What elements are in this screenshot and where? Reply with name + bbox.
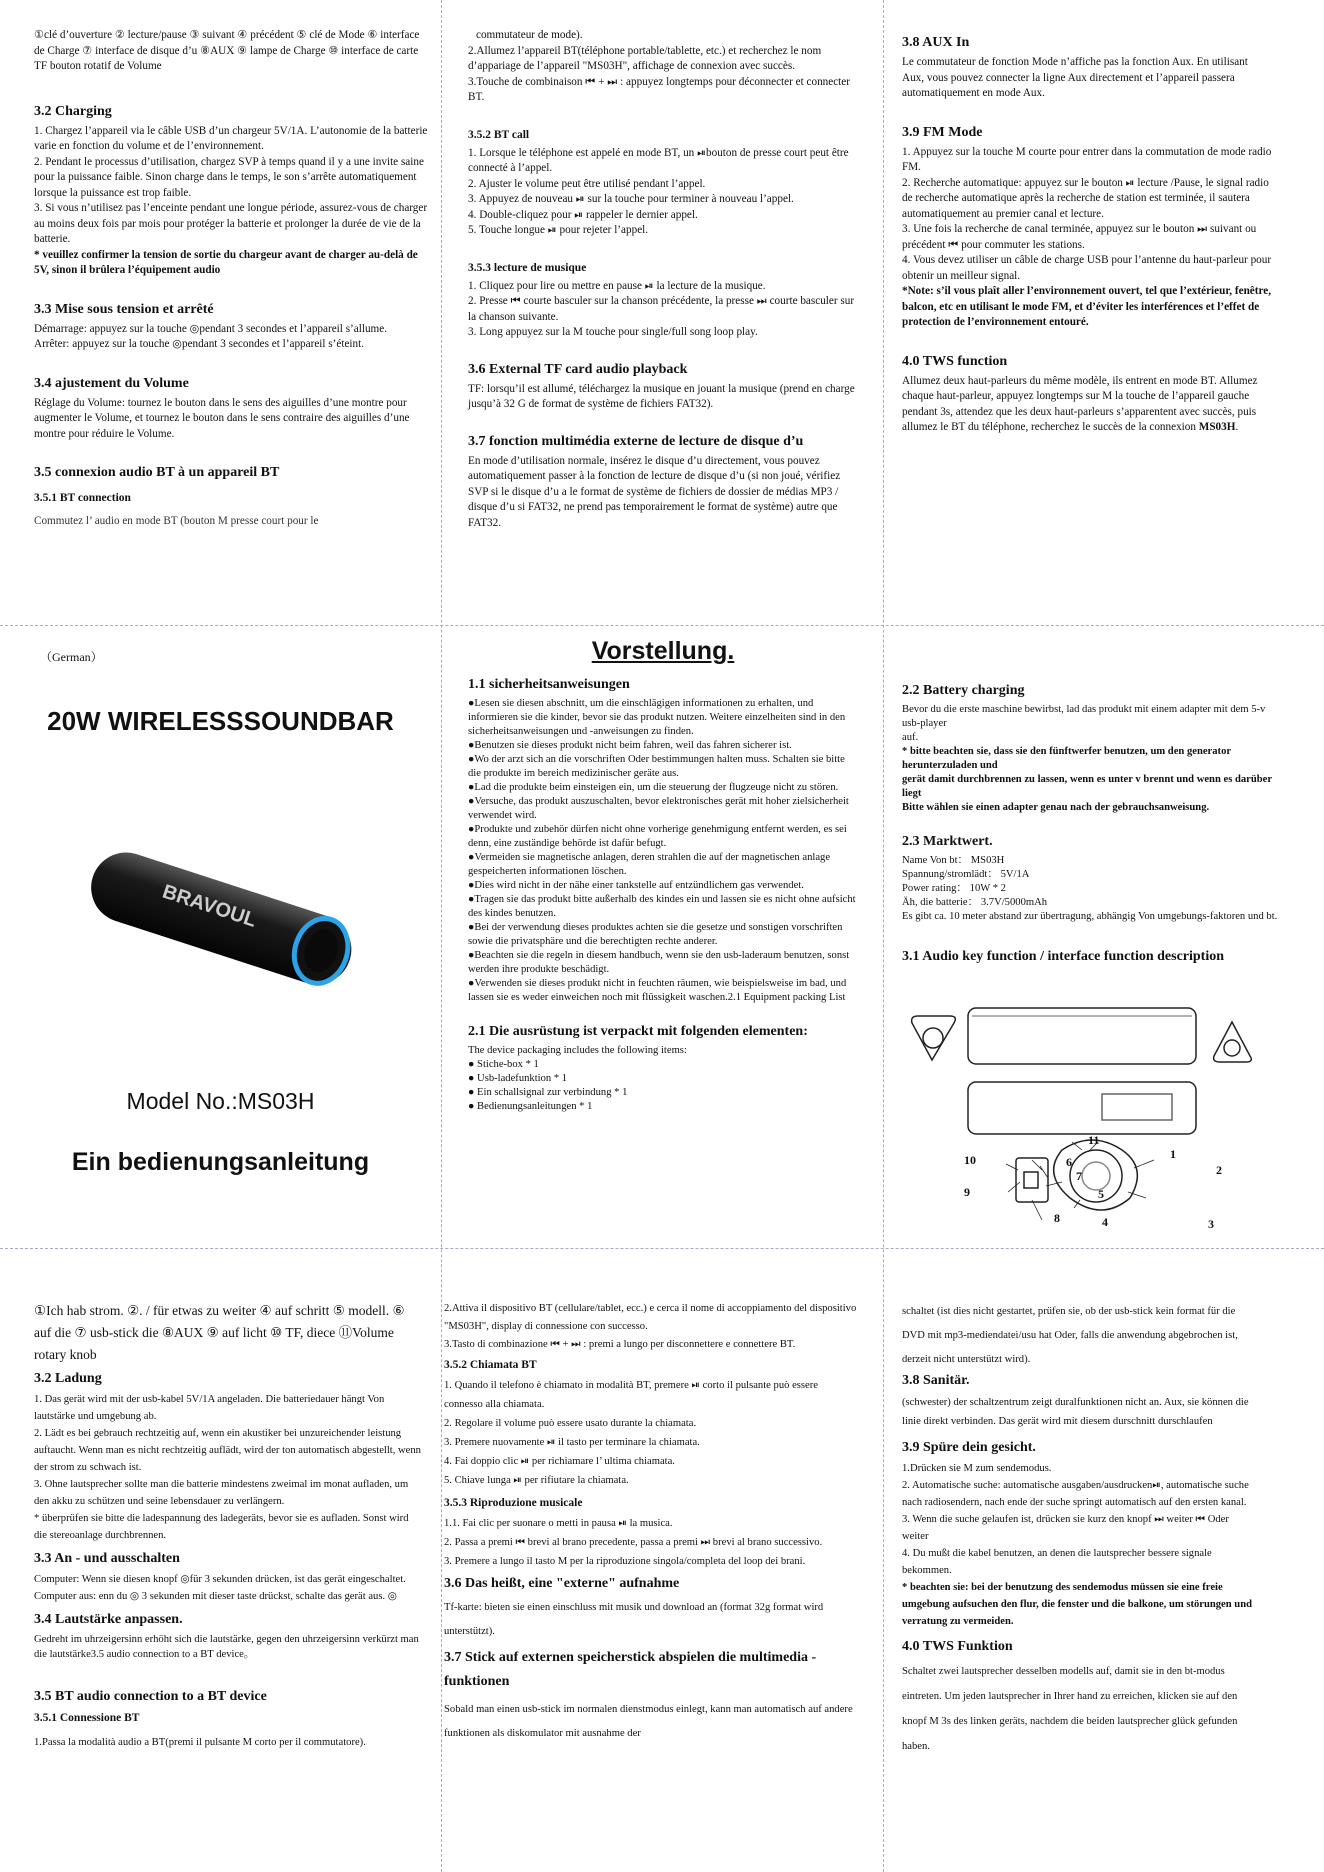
callout-7: 7 xyxy=(1076,1169,1082,1183)
warning-note: * veuillez confirmer la tension de sortie du chargeur avant de charger au-delà de 5V, sinon il brûlera l’équipement audio xyxy=(34,248,418,276)
paragraph: 2. Presse ⏮ courte basculer sur la chanson précédente, la presse ⏭ courte basculer sur la chanson suivante. xyxy=(468,295,855,323)
paragraph: 3. Appuyez de nouveau ⏯ sur la touche pour terminer à nouveau l’appel. xyxy=(468,193,794,205)
language-label: （German） xyxy=(40,650,103,664)
paragraph: schaltet (ist dies nicht gestartet, prüfen sie, ob der usb-stick kein format für die DVD mit mp3-mediendatei/usu hat Oder, falls die anwendung abgebrochen ist, derzeit nicht unterstützt wird). xyxy=(902,1306,1238,1365)
section-title: 3.5 connexion audio BT à un appareil BT xyxy=(34,465,280,480)
paragraph: 3.Tasto di combinazione ⏮ + ⏭ : premi a lungo per disconnettere e connettere BT. xyxy=(444,1339,796,1350)
panel-german-1 xyxy=(34,1300,424,1754)
warning-note: * beachten sie: bei der benutzung des sendemodus müssen sie eine freie umgebung aufsuchen den flur, die fenster und die balkone, um störungen und verratung zu vermeiden. xyxy=(902,1582,1252,1627)
callout-1: 1 xyxy=(1170,1147,1176,1161)
list-item: ●Verwenden sie dieses produkt nicht in feuchten räumen, wie beispielsweise im bad, und lassen sie es weder einweichen noch mit flüssigkeit waschen.2.1 Equipment packing List xyxy=(468,978,847,1003)
callout-10: 10 xyxy=(964,1153,976,1167)
paragraph: Le commutateur de fonction Mode n’affiche pas la fonction Aux. En utilisant Aux, vous pouvez connecter la ligne Aux directement et l’appareil passera automatiquement en mode Aux. xyxy=(902,56,1248,99)
subsection-title: 3.5.1 BT connection xyxy=(34,492,131,504)
section-title: 4.0 TWS function xyxy=(902,353,1008,369)
subsection-title: 3.5.3 Riproduzione musicale xyxy=(444,1497,583,1509)
paragraph: Démarrage: appuyez sur la touche ◎pendant 3 secondes et l’appareil s’allume. xyxy=(34,322,388,335)
paragraph: 2. Ajuster le volume peut être utilisé pendant l’appel. xyxy=(468,177,706,190)
paragraph: 4. Fai doppio clic ⏯ per richiamare l’ ultima chiamata. xyxy=(444,1456,675,1467)
panel-german-safety xyxy=(468,636,858,1114)
paragraph: TF: lorsqu’il est allumé, téléchargez la musique en jouant la musique (prend en charge jusqu’à 32 G de format de système de fichiers FAT32). xyxy=(468,382,855,410)
list-item: ●Benutzen sie dieses produkt nicht beim fahren, weil das fahren sicherer ist. xyxy=(468,740,792,751)
section-title: 2.1 Die ausrüstung ist verpackt mit folgenden elementen: xyxy=(468,1024,808,1039)
section-title: 3.3 An - und ausschalten xyxy=(34,1551,180,1566)
list-item: ●Lad die produkte beim einsteigen ein, um die steuerung der flugzeuge nicht zu stören. xyxy=(468,782,839,793)
list-item: ● Usb-ladefunktion * 1 xyxy=(468,1073,568,1084)
list-item: ●Vermeiden sie magnetische anlagen, deren strahlen die auf der magnetischen anlage gespeicherten informationen löschen. xyxy=(468,852,831,877)
page-heading: Vorstellung. xyxy=(591,637,735,665)
section-title: 3.3 Mise sous tension et arrêté xyxy=(34,301,214,317)
paragraph: 2. Regolare il volume può essere usato durante la chiamata. xyxy=(444,1418,697,1429)
list-item: ● Bedienungsanleitungen * 1 xyxy=(468,1101,593,1112)
warning-note: *Note: s’il vous plaît aller l’environnement ouvert, tel que l’extérieur, fenêtre, balcon, etc en utilisant le mode FM, et d’éviter les interférences et l’effet de protection de l’environnement entouré. xyxy=(902,285,1272,328)
fold-line-horizontal-2 xyxy=(0,1248,1324,1249)
section-title: 3.4 Lautstärke anpassen. xyxy=(34,1612,183,1627)
section-title: 1.1 sicherheitsanweisungen xyxy=(468,677,630,692)
section-title: 3.9 Spüre dein gesicht. xyxy=(902,1440,1036,1455)
paragraph: Tf-karte: bieten sie einen einschluss mit musik und download an (format 32g format wird unterstützt). xyxy=(444,1602,824,1637)
panel-french-1 xyxy=(34,28,430,530)
paragraph: 3. Ohne lautsprecher sollte man die batterie mindestens zweimal im monat aufladen, um den akku zu schützen und seine lebensdauer zu verlängern. xyxy=(34,1479,409,1507)
paragraph: 2. Passa a premi ⏮ brevi al brano precedente, passa a premi ⏭ brevi al brano successivo. xyxy=(444,1537,823,1548)
panel-french-3 xyxy=(902,30,1272,436)
spec-range: Es gibt ca. 10 meter abstand zur übertragung, abhängig Von umgebungs-faktoren und bt. xyxy=(902,911,1278,922)
paragraph: 1. Das gerät wird mit der usb-kabel 5V/1A angeladen. Die batteriedauer hängt Von lautstärke und umgebung ab. xyxy=(34,1394,385,1422)
paragraph: 1. Quando il telefono è chiamato in modalità BT, premere ⏯ corto il pulsante può essere connesso alla chiamata. xyxy=(444,1380,818,1410)
section-title: 3.5 BT audio connection to a BT device xyxy=(34,1689,267,1704)
paragraph: 4. Vous devez utiliser un câble de charge USB pour l’antenne du haut-parleur pour obtenir un meilleur signal. xyxy=(902,254,1272,282)
packing-list xyxy=(468,1058,858,1114)
model-name: MS03H xyxy=(1198,421,1236,433)
paragraph: 2. Recherche automatique: appuyez sur le bouton ⏯ lecture /Pause, le signal radio de recherche automatique après la recherche de station est terminée, il sautera automatiquement au premier canal et lecture. xyxy=(902,176,1269,220)
paragraph: commutateur de mode). xyxy=(476,29,583,41)
subsection-title: 3.5.2 BT call xyxy=(468,128,530,141)
paragraph: 3. Long appuyez sur la M touche pour single/full song loop play. xyxy=(468,326,758,338)
paragraph: Gedreht im uhrzeigersinn erhöht sich die lautstärke, gegen den uhrzeigersinn verkürzt man die lautstärke3.5 audio connection to a BT device。 xyxy=(34,1634,419,1660)
list-item: ●Versuche, das produkt auszuschalten, bevor elektronisches gerät mit hoher zielsicherheit verwendet wird. xyxy=(468,796,849,821)
subsection-title: 3.5.3 lecture de musique xyxy=(468,261,587,274)
callout-8: 8 xyxy=(1054,1211,1060,1225)
panel-french-2 xyxy=(468,28,856,531)
section-title: 3.1 Audio key function / interface function description xyxy=(902,949,1225,964)
section-title: 3.2 Ladung xyxy=(34,1371,102,1386)
fold-line-horizontal-1 xyxy=(0,625,1324,626)
spec-voltage: Spannung/stromlädt： 5V/1A xyxy=(902,869,1030,880)
paragraph: 5. Chiave lunga ⏯ per rifiutare la chiamata. xyxy=(444,1475,629,1486)
panel-italian xyxy=(444,1300,858,1746)
paragraph: En mode d’utilisation normale, insérez le disque d’u directement, vous pouvez automatiquement passer à la fonction de lecture de disque d’u (si non joué, vérifiez SVP si le disque d’u a le format de système de fichiers de dossier de médias MP3 / disque d’u si FAT32, ne prend pas temporairement le format de système) autre que FAT32. xyxy=(468,454,841,529)
model-number: Model No.:MS03H xyxy=(126,1088,315,1114)
callout-2: 2 xyxy=(1216,1163,1222,1177)
paragraph: (schwester) der schaltzentrum zeigt duralfunktionen nicht an. Aux, sie können die linie direkt verbinden. Das gerät wird mit diesem durschnitt durschlaufen xyxy=(902,1397,1249,1427)
paragraph: 3.Touche de combinaison ⏮ + ⏭ : appuyez longtemps pour déconnecter et connecter BT. xyxy=(468,75,850,103)
brand-logo: BRAVOUL xyxy=(159,880,260,932)
device-diagram xyxy=(902,1002,1262,1232)
section-title: 2.2 Battery charging xyxy=(902,683,1025,698)
warning-note: Bitte wählen sie einen adapter genau nach der gebrauchsanweisung. xyxy=(902,802,1210,813)
paragraph: 1. Cliquez pour lire ou mettre en pause ⏯ la lecture de la musique. xyxy=(468,279,766,292)
panel-german-2 xyxy=(902,1300,1258,1759)
list-item: ● Ein schallsignal zur verbindung * 1 xyxy=(468,1087,628,1098)
warning-note: * überprüfen sie bitte die ladespannung des ladegeräts, bevor sie es aufladen. Sonst wird die stereoanlage durchbrennen. xyxy=(34,1513,409,1541)
list-item: ●Bei der verwendung dieses produktes achten sie die gesetze und sonstigen vorschriften sowie die privatsphäre und die berechtigten rechte anderer. xyxy=(468,922,843,947)
period: . xyxy=(1235,421,1239,433)
paragraph: auf. xyxy=(902,732,919,743)
section-title: 3.4 ajustement du Volume xyxy=(34,375,189,391)
manual-title: Ein bedienungsanleitung xyxy=(71,1148,370,1176)
tws-text: Allumez deux haut-parleurs du même modèle, ils entrent en mode BT. Allumez chaque haut-parleur, appuyez longtemps sur M la touche de l’appareil gauche pendant 3s, attendez que les deux haut-parleurs s’apparentent avec succès, puis allumez le BT du téléphone, recherchez le succès de la connexion xyxy=(902,374,1258,433)
list-item: ●Beachten sie die regeln in diesem handbuch, wenn sie den usb-laderaum benutzen, sonst werden ihre produkte beschädigt. xyxy=(468,950,850,975)
panel-german-specs xyxy=(902,682,1282,969)
section-title: 3.9 FM Mode xyxy=(902,124,983,140)
paragraph: 3. Premere nuovamente ⏯ il tasto per terminare la chiamata. xyxy=(444,1437,700,1448)
paragraph: 3. Premere a lungo il tasto M per la riproduzione singola/completa del loop dei brani. xyxy=(444,1556,806,1567)
list-item: ●Produkte und zubehör dürfen nicht ohne vorherige genehmigung entfernt werden, es sei denn, eine zuständige behörde ist dafür befugt. xyxy=(468,824,847,849)
paragraph: 5. Touche longue ⏯ pour rejeter l’appel. xyxy=(468,224,649,236)
subsection-title: 3.5.2 Chiamata BT xyxy=(444,1359,537,1371)
paragraph: 2.Attiva il dispositivo BT (cellulare/tablet, ecc.) e cerca il nome di accoppiamento del dispositivo "MS03H", display di connessione con successo. xyxy=(444,1303,857,1332)
intro-text: ①Ich hab strom. ②. / für etwas zu weiter ④ auf schritt ⑤ modell. ⑥ auf die ⑦ usb-stick die ⑧AUX ⑨ auf licht ⑩ TF, diece ⑪Volume rotary knob xyxy=(34,1303,405,1362)
list-item: ●Tragen sie das produkt bitte außerhalb des kindes ein und lassen sie es nicht ohne aufsicht des kindes benutzen. xyxy=(468,894,856,919)
paragraph: Commutez l’ audio en mode BT (bouton M presse court pour le xyxy=(34,515,319,527)
paragraph: 2.Allumez l’appareil BT(téléphone portable/tablette, etc.) et recherchez le nom d’appariage de l’appareil "MS03H", affichage de connexion avec succès. xyxy=(468,44,822,72)
paragraph: The device packaging includes the following items: xyxy=(468,1045,687,1056)
paragraph: 1.Drücken sie M zum sendemodus. xyxy=(902,1463,1052,1474)
side-view-left xyxy=(912,1016,956,1060)
paragraph: 3. Si vous n’utilisez pas l’enceinte pendant une longue période, assurez-vous de charger au moins deux fois par mois pour protéger la batterie et prolonger la durée de vie de la batterie. xyxy=(34,202,428,245)
fold-line-vertical-1 xyxy=(441,0,442,1872)
paragraph: 4. Du mußt die kabel benutzen, an denen die lautsprecher bessere signale bekommen. xyxy=(902,1548,1212,1576)
callout-11: 11 xyxy=(1088,1133,1100,1147)
paragraph: 3. Wenn die suche gelaufen ist, drücken sie kurz den knopf ⏭ weiter ⏮ Oder weiter xyxy=(902,1514,1229,1542)
paragraph xyxy=(902,374,1272,436)
paragraph: Arrêter: appuyez sur la touche ◎pendant 3 secondes et l’appareil s’éteint. xyxy=(34,338,365,350)
spec-power: Power rating： 10W * 2 xyxy=(902,883,1006,894)
section-title: 3.2 Charging xyxy=(34,103,112,119)
section-title: 2.3 Marktwert. xyxy=(902,834,993,849)
paragraph: Bevor du die erste maschine bewirbst, lad das produkt mit einem adapter mit dem 5-v usb-player xyxy=(902,704,1266,729)
list-item: ●Dies wird nicht in der nähe einer tankstelle auf entzündlichem gas verwendet. xyxy=(468,880,804,891)
intro-text: ①clé d’ouverture ② lecture/pause ③ suivant ④ précédent ⑤ clé de Mode ⑥ interface de Charge ⑦ interface de disque d’u ⑧AUX ⑨ lampe de Charge ⑩ interface de carte TF bouton rotatif de Volume xyxy=(34,29,420,72)
paragraph: 2. Automatische suche: automatische ausgaben/ausdrucken⏯, automatische suche nach radiosendern, nach ende der suche springt automatisch auf den ersten kanal. xyxy=(902,1480,1249,1508)
list-item: ●Lesen sie diesen abschnitt, um die einschlägigen informationen zu erhalten, und informieren sie die kinder, bevor sie das produkt nutzen. Weitere einzelheiten sind in den sicherheitsanweisungen und -anweisungen zu finden. xyxy=(468,698,846,737)
paragraph: Réglage du Volume: tournez le bouton dans le sens des aiguilles d’une montre pour augmenter le Volume, et tournez le bouton dans le sens contraire des aiguilles d’une montre pour réduire le Volume. xyxy=(34,396,410,440)
paragraph: 2. Lädt es bei gebrauch rechtzeitig auf, wenn ein akustiker bei unzureichender leistung auftaucht. Wenn man es nicht rechtzeitig auflädt, wird der ton automatisch abgestellt, wenn der strom zu schwach ist. xyxy=(34,1428,421,1473)
paragraph: 1.Passa la modalità audio a BT(premi il pulsante M corto per il commutatore). xyxy=(34,1737,366,1748)
callout-4: 4 xyxy=(1102,1215,1108,1229)
paragraph: 4. Double-cliquez pour ⏯ rappeler le dernier appel. xyxy=(468,208,698,221)
fold-line-vertical-2 xyxy=(883,0,884,1872)
soundbar-back-view xyxy=(968,1082,1196,1134)
warning-note: * bitte beachten sie, dass sie den fünftwerfer benutzen, um den generator herunterzuladen und xyxy=(902,746,1231,771)
paragraph: 3. Une fois la recherche de canal terminée, appuyez sur le bouton ⏭ suivant ou précédent ⏮ pour commuter les stations. xyxy=(902,223,1257,251)
list-item: ●Wo der arzt sich an die vorschriften Oder bestimmungen halten muss. Schalten sie bitte die produkte im bereich medizinischer geräte aus. xyxy=(468,754,845,779)
callout-9: 9 xyxy=(964,1185,970,1199)
paragraph: Computer: Wenn sie diesen knopf ◎für 3 sekunden drücken, ist das gerät eingeschaltet. xyxy=(34,1574,406,1585)
paragraph: 1.1. Fai clic per suonare o metti in pausa ⏯ la musica. xyxy=(444,1518,673,1529)
section-title: 3.6 External TF card audio playback xyxy=(468,361,688,377)
callout-6: 6 xyxy=(1066,1155,1072,1169)
section-title: 3.8 Sanitär. xyxy=(902,1373,970,1388)
subsection-title: 3.5.1 Connessione BT xyxy=(34,1712,140,1724)
section-title: 3.7 fonction multimédia externe de lecture de disque d’u xyxy=(468,433,804,449)
paragraph: 2. Pendant le processus d’utilisation, chargez SVP à temps quand il y a une invite saine pour la puissance faible. Sinon charge dans le temps, le son s’arrête automatiquement lorsque la puissance est trop faible. xyxy=(34,155,424,199)
paragraph: 1. Lorsque le téléphone est appelé en mode BT, un ⏯bouton de presse court peut être connecté à l’appel. xyxy=(468,146,849,174)
warning-note: gerät damit durchbrennen zu lassen, wenn es unter v brennt und wenn es darüber liegt xyxy=(902,774,1272,799)
paragraph: 1. Chargez l’appareil via le câble USB d’un chargeur 5V/1A. L’autonomie de la batterie varie en fonction du volume et de l’environnement. xyxy=(34,124,428,152)
paragraph: Sobald man einen usb-stick im normalen dienstmodus einlegt, kann man automatisch auf andere funktionen als diskomulator mit ausnahme der xyxy=(444,1704,853,1739)
spec-battery: Äh, die batterie： 3.7V/5000mAh xyxy=(902,897,1048,908)
soundbar-image xyxy=(76,840,376,1000)
product-title: 20W WIRELESSSOUNDBAR xyxy=(47,706,394,736)
section-title: 3.6 Das heißt, eine "externe" aufnahme xyxy=(444,1576,680,1591)
paragraph: Schaltet zwei lautsprecher desselben modells auf, damit sie in den bt-modus eintreten. Um jeden lautsprecher in Ihrer hand zu erreichen, klicken sie auf den knopf M 3s des linken geräts, nachdem die beiden lautsprecher glück gefunden haben. xyxy=(902,1666,1238,1752)
list-item: ● Stiche-box * 1 xyxy=(468,1059,539,1070)
section-title: 3.7 Stick auf externen speicherstick abspielen die multimedia -funktionen xyxy=(444,1650,817,1689)
section-title: 4.0 TWS Funktion xyxy=(902,1639,1013,1654)
callout-5: 5 xyxy=(1098,1187,1104,1201)
paragraph: 1. Appuyez sur la touche M courte pour entrer dans la commutation de mode radio FM. xyxy=(902,145,1272,173)
spec-name: Name Von bt： MS03H xyxy=(902,855,1005,866)
callout-3: 3 xyxy=(1208,1217,1214,1231)
paragraph: Computer aus: enn du ◎ 3 sekunden mit dieser taste drückst, schalte das gerät aus. ◎ xyxy=(34,1591,397,1602)
section-title: 3.8 AUX In xyxy=(902,35,970,50)
safety-list xyxy=(468,697,858,1005)
